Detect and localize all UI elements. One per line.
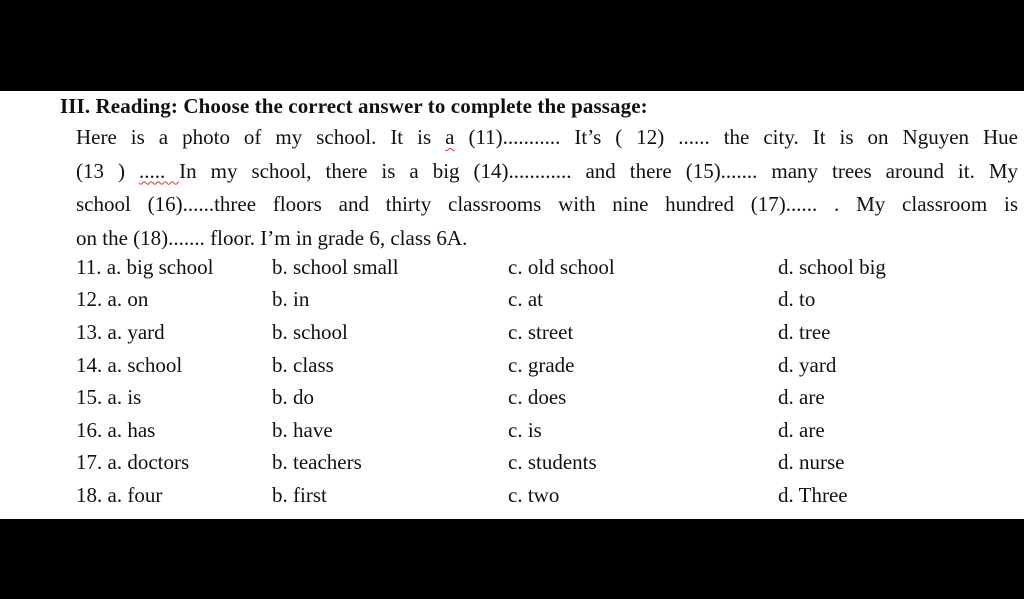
option-c: c. old school (508, 254, 615, 279)
option-b: b. teachers (272, 450, 362, 475)
question-row (76, 349, 956, 382)
option-a: 16. a. has (76, 417, 156, 442)
worksheet-page (0, 91, 1024, 519)
option-a: 15. a. is (76, 385, 142, 410)
question-row (76, 251, 956, 284)
option-d: d. are (778, 417, 825, 442)
question-row (76, 316, 956, 349)
option-d: d. Three (778, 482, 848, 507)
option-a: 11. a. big school (76, 254, 214, 279)
option-b: b. school (272, 319, 348, 344)
option-c: c. two (508, 482, 560, 507)
option-c: c. street (508, 319, 574, 344)
option-d: d. tree (778, 319, 831, 344)
option-a: 18. a. four (76, 482, 163, 507)
top-letterbox-bar (0, 0, 1024, 91)
passage-line-2-end: In my school, there is a big (14)............ and there (15)....... many trees around it. My (179, 158, 1018, 183)
question-row (76, 414, 956, 447)
option-c: c. grade (508, 352, 575, 377)
option-d: d. yard (778, 352, 837, 377)
question-row (76, 381, 956, 414)
option-d: d. are (778, 385, 825, 410)
option-c: c. at (508, 287, 543, 312)
option-a: 17. a. doctors (76, 450, 190, 475)
question-row (76, 284, 956, 317)
passage-line-2-start: (13 ) (76, 158, 139, 183)
spellcheck-underlined-word: a (445, 125, 455, 149)
spellcheck-underlined-blank: ..... (138, 158, 180, 183)
reading-passage (76, 121, 1018, 255)
option-d: d. school big (778, 254, 886, 279)
option-b: b. class (272, 352, 334, 377)
passage-line-4: on the (18)....... floor. I’m in grade 6, class 6A. (76, 225, 468, 250)
option-c: c. is (508, 417, 542, 442)
option-d: d. to (778, 287, 816, 312)
option-c: c. students (508, 450, 597, 475)
passage-line-1-end: (11)........... It’s ( 12) ...... the city. It is on Nguyen Hue (454, 125, 1018, 149)
passage-line-1 (76, 121, 1018, 155)
option-d: d. nurse (778, 450, 845, 475)
answer-options-table (76, 251, 956, 512)
option-b: b. do (272, 385, 314, 410)
option-b: b. first (272, 482, 327, 507)
option-b: b. school small (272, 254, 399, 279)
option-a: 13. a. yard (76, 319, 165, 344)
option-b: b. in (272, 287, 310, 312)
bottom-letterbox-bar (0, 519, 1024, 599)
question-row (76, 447, 956, 480)
option-c: c. does (508, 385, 567, 410)
passage-line-1-start: Here is a photo of my school. It is (76, 125, 446, 149)
section-heading: III. Reading: Choose the correct answer to complete the passage: (60, 94, 648, 118)
question-row (76, 479, 956, 512)
option-a: 12. a. on (76, 287, 149, 312)
passage-line-2 (76, 155, 1018, 189)
passage-line-3: school (16)......three floors and thirty classrooms with nine hundred (17)...... . My classroom is (76, 192, 1018, 216)
option-b: b. have (272, 417, 333, 442)
option-a: 14. a. school (76, 352, 183, 377)
